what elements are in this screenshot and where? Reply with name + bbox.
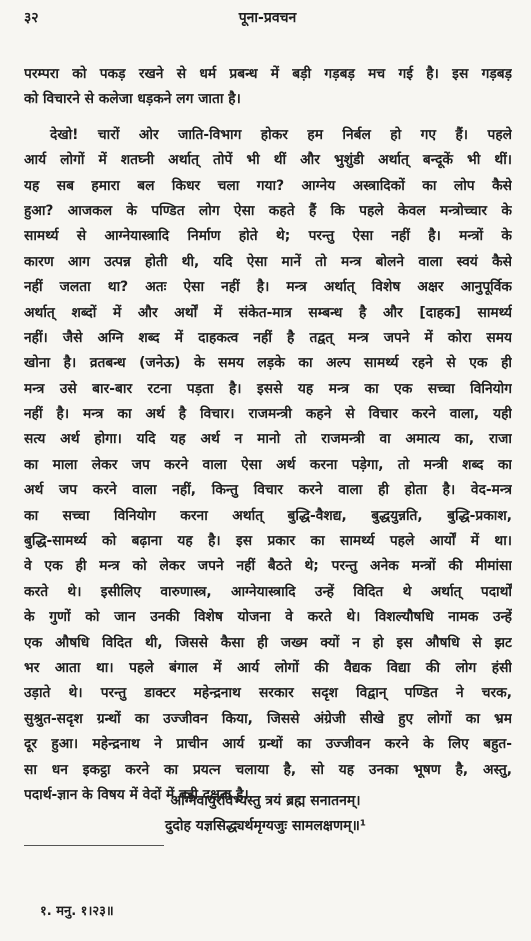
text-line: नहीं है। मन्त्र का अर्थ है विचार। राजमन्त्री कहने से विचार करने वाला, यही <box>24 406 512 423</box>
footnote-divider <box>24 845 164 846</box>
text-line: मन्त्र उसे बार-बार रटना पड़ता है। इससे यह मन्त्र का एक सच्चा विनियोग <box>24 380 512 397</box>
text-line: का सच्चा विनियोग करना अर्थात् बुद्धि-वैशद्य, बुद्धयुन्नति, बुद्धि-प्रकाश, <box>24 507 512 524</box>
page-number: ३२ <box>24 10 39 26</box>
text-line: बुद्धि-सामर्थ्य को बढ़ाना यह है। इस प्रकार का सामर्थ्य पहले आर्यों में था। <box>24 533 512 550</box>
text-line: सत्य अर्थ होगा। यदि यह अर्थ न मानो तो राजमन्त्री वा अमात्य का, राजा <box>24 431 512 448</box>
text-line: भर आता था। पहले बंगाल में आर्य लोगों की वैद्यक विद्या की लोग हंसी <box>24 659 512 676</box>
text-line: अर्थ जप करने वाला नहीं, किन्तु विचार करने वाला ही होता है। वेद-मन्त्र <box>24 482 512 499</box>
text-line: अर्थात् शब्दों में और अर्थों में संकेत-मात्र सम्बन्ध है और [दाहक] सामर्थ्य <box>24 304 512 321</box>
verse-line: अग्निवायुरविभ्यस्तु त्रयं ब्रह्म सनातनम्। <box>170 793 361 809</box>
text-line: नहीं जलता था? अतः ऐसा नहीं है। मन्त्र अर्थात् विशेष अक्षर आनुपूर्विक <box>24 279 512 296</box>
text-line: देखो! चारों ओर जाति-विभाग होकर हम निर्बल हो गए हैं। पहले <box>50 126 512 143</box>
page-header <box>24 4 511 30</box>
text-line: परम्परा को पकड़ रखने से धर्म प्रबन्ध में बड़ी गड़बड़ मच गई है। इस गड़बड़ <box>24 66 512 82</box>
text-line: आर्य लोगों में शतघ्नी अर्थात् तोपें भी थीं और भुशुंडी अर्थात् बन्दूकें भी थीं। <box>24 152 512 169</box>
running-head: पूना-प्रवचन <box>238 10 297 26</box>
text-line: सा धन इकट्ठा करने का प्रयत्न चलाया है, सो यह उनका भूषण है, अस्तु, <box>24 761 512 778</box>
sanskrit-verse <box>0 789 531 839</box>
text-line: एक औषधि विदित थी, जिससे कैसा ही जख्म क्यों न हो इस औषधि से झट <box>24 634 512 651</box>
text-line: वे एक ही मन्त्र को लेकर जपने नहीं बैठते थे; परन्तु अनेक मन्त्रों की मीमांसा <box>24 558 512 575</box>
text-line: यह सब हमारा बल किधर चला गया? आग्नेय अस्त्रादिकों का लोप कैसे <box>24 177 512 194</box>
text-line: हुआ? आजकल के पण्डित लोग ऐसा कहते हैं कि पहले केवल मन्त्रोच्चार के <box>24 202 512 219</box>
text-line: उड़ाते थे। परन्तु डाक्टर महेन्द्रनाथ सरकार सदृश विद्वान् पण्डित ने चरक, <box>24 685 512 702</box>
text-line: नहीं। जैसे अग्नि शब्द में दाहकत्व नहीं है तद्वत् मन्त्र जपने में कोरा समय <box>24 329 512 346</box>
paragraph-gap <box>24 113 512 123</box>
text-line: सामर्थ्य से आग्नेयास्त्रादि निर्माण होते थे; परन्तु ऐसा नहीं है। मन्त्रों के <box>24 228 512 245</box>
text-line: करते थे। इसीलिए वारुणास्त्र, आग्नेयास्त्रादि उन्हें विदित थे अर्थात् पदार्थों <box>24 583 512 600</box>
text-line: के गुणों को जान उनकी विशेष योजना वे करते थे। विशल्यौषधि नामक उन्हें <box>24 609 512 626</box>
text-line: खोना है। व्रतबन्ध (जनेऊ) के समय लड़के का अल्प सामर्थ्य रहने से एक ही <box>24 355 512 372</box>
body-text <box>24 62 512 808</box>
text-line: सुश्रुत-सदृश ग्रन्थों का उज्जीवन किया, जिससे अंग्रेजी सीखे हुए लोगों का भ्रम <box>24 710 512 727</box>
text-line: कारण आग उत्पन्न होती थी, यदि ऐसा मानें तो मन्त्र बोलने वाला स्वयं कैसे <box>24 253 512 270</box>
text-line: को विचारने से कलेजा धड़कने लग जाता है। <box>24 91 241 108</box>
verse-line: दुदोह यज्ञसिद्ध्यर्थमृग्यजुः सामलक्षणम्॥¹ <box>165 818 366 834</box>
text-line: का माला लेकर जप करने वाला ऐसा अर्थ करना पड़ेगा, तो मन्त्री शब्द का <box>24 456 512 473</box>
text-line: पदार्थ-ज्ञान के विषय में वेदों में बड़ी दक्षता है। <box>24 786 249 803</box>
footnote: १. मनु. १।२३॥ <box>40 904 114 919</box>
text-line: दूर हुआ। महेन्द्रनाथ ने प्राचीन आर्य ग्रन्थों का उज्जीवन करने के लिए बहुत- <box>24 736 512 753</box>
